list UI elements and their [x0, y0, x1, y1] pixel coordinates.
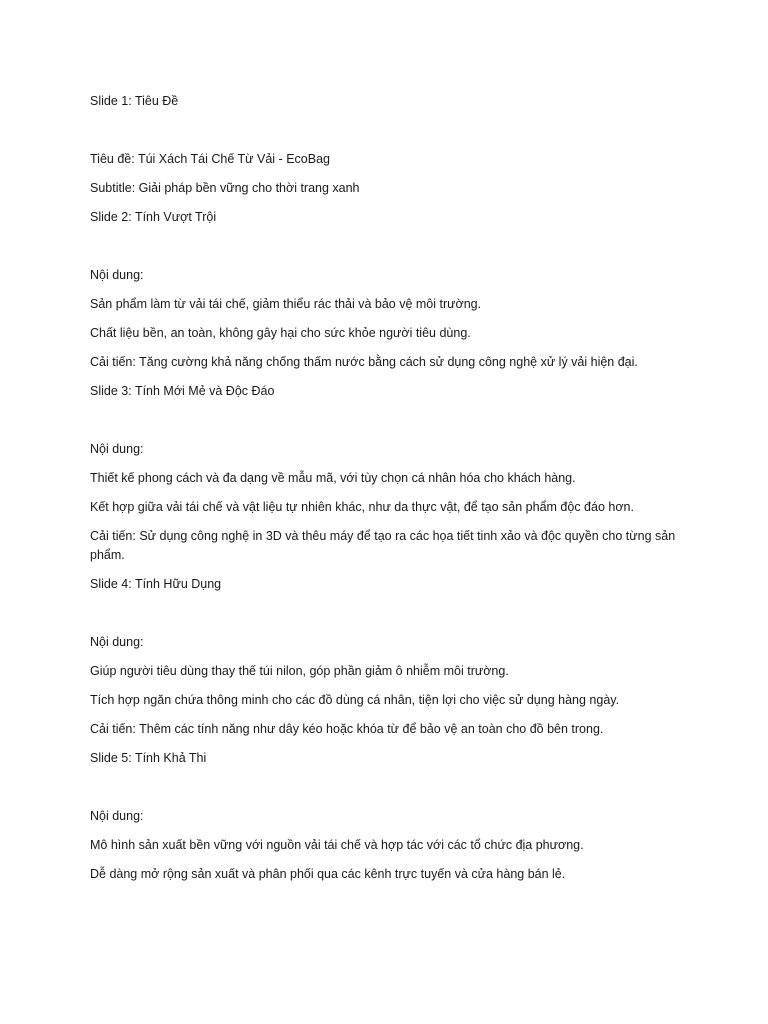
content-label: Nội dung: — [90, 635, 144, 649]
paragraph: Giúp người tiêu dùng thay thế túi nilon, góp phần giảm ô nhiễm môi trường. — [90, 664, 509, 678]
paragraph: Cải tiến: Thêm các tính năng như dây kéo hoặc khóa từ để bảo vệ an toàn cho đồ bên trong. — [90, 722, 604, 736]
content-label: Nội dung: — [90, 268, 144, 282]
paragraph: Tích hợp ngăn chứa thông minh cho các đồ dùng cá nhân, tiện lợi cho việc sử dụng hàng ngày. — [90, 693, 620, 707]
paragraph: Thiết kế phong cách và đa dạng về mẫu mã, với tùy chọn cá nhân hóa cho khách hàng. — [90, 471, 576, 485]
paragraph: Sản phẩm làm từ vải tái chế, giảm thiểu rác thải và bảo vệ môi trường. — [90, 297, 482, 311]
content-label: Nội dung: — [90, 809, 144, 823]
subtitle-line: Subtitle: Giải pháp bền vững cho thời trang xanh — [90, 181, 360, 195]
document-page — [90, 92, 690, 894]
paragraph: Cải tiến: Sử dụng công nghệ in 3D và thêu máy để tạo ra các họa tiết tinh xảo và độc quyền cho từng sản phẩm. — [90, 529, 676, 562]
paragraph: Cải tiến: Tăng cường khả năng chống thấm nước bằng cách sử dụng công nghệ xử lý vải hiện đại. — [90, 355, 638, 369]
paragraph: Kết hợp giữa vải tái chế và vật liệu tự nhiên khác, như da thực vật, để tạo sản phẩm độc đáo hơn. — [90, 500, 634, 514]
slide-2-heading: Slide 2: Tính Vượt Trội — [90, 210, 217, 224]
paragraph: Chất liệu bền, an toàn, không gây hại cho sức khỏe người tiêu dùng. — [90, 326, 471, 340]
paragraph: Dễ dàng mở rộng sản xuất và phân phối qua các kênh trực tuyến và cửa hàng bán lẻ. — [90, 867, 566, 881]
slide-5-heading: Slide 5: Tính Khả Thi — [90, 751, 207, 765]
slide-4-heading: Slide 4: Tính Hữu Dụng — [90, 577, 222, 591]
paragraph: Mô hình sản xuất bền vững với nguồn vải tái chế và hợp tác với các tổ chức địa phương. — [90, 838, 584, 852]
content-label: Nội dung: — [90, 442, 144, 456]
slide-1-heading: Slide 1: Tiêu Đề — [90, 94, 179, 108]
slide-3-heading: Slide 3: Tính Mới Mẻ và Độc Đáo — [90, 384, 275, 398]
title-line: Tiêu đề: Túi Xách Tái Chế Từ Vải - EcoBag — [90, 152, 330, 166]
